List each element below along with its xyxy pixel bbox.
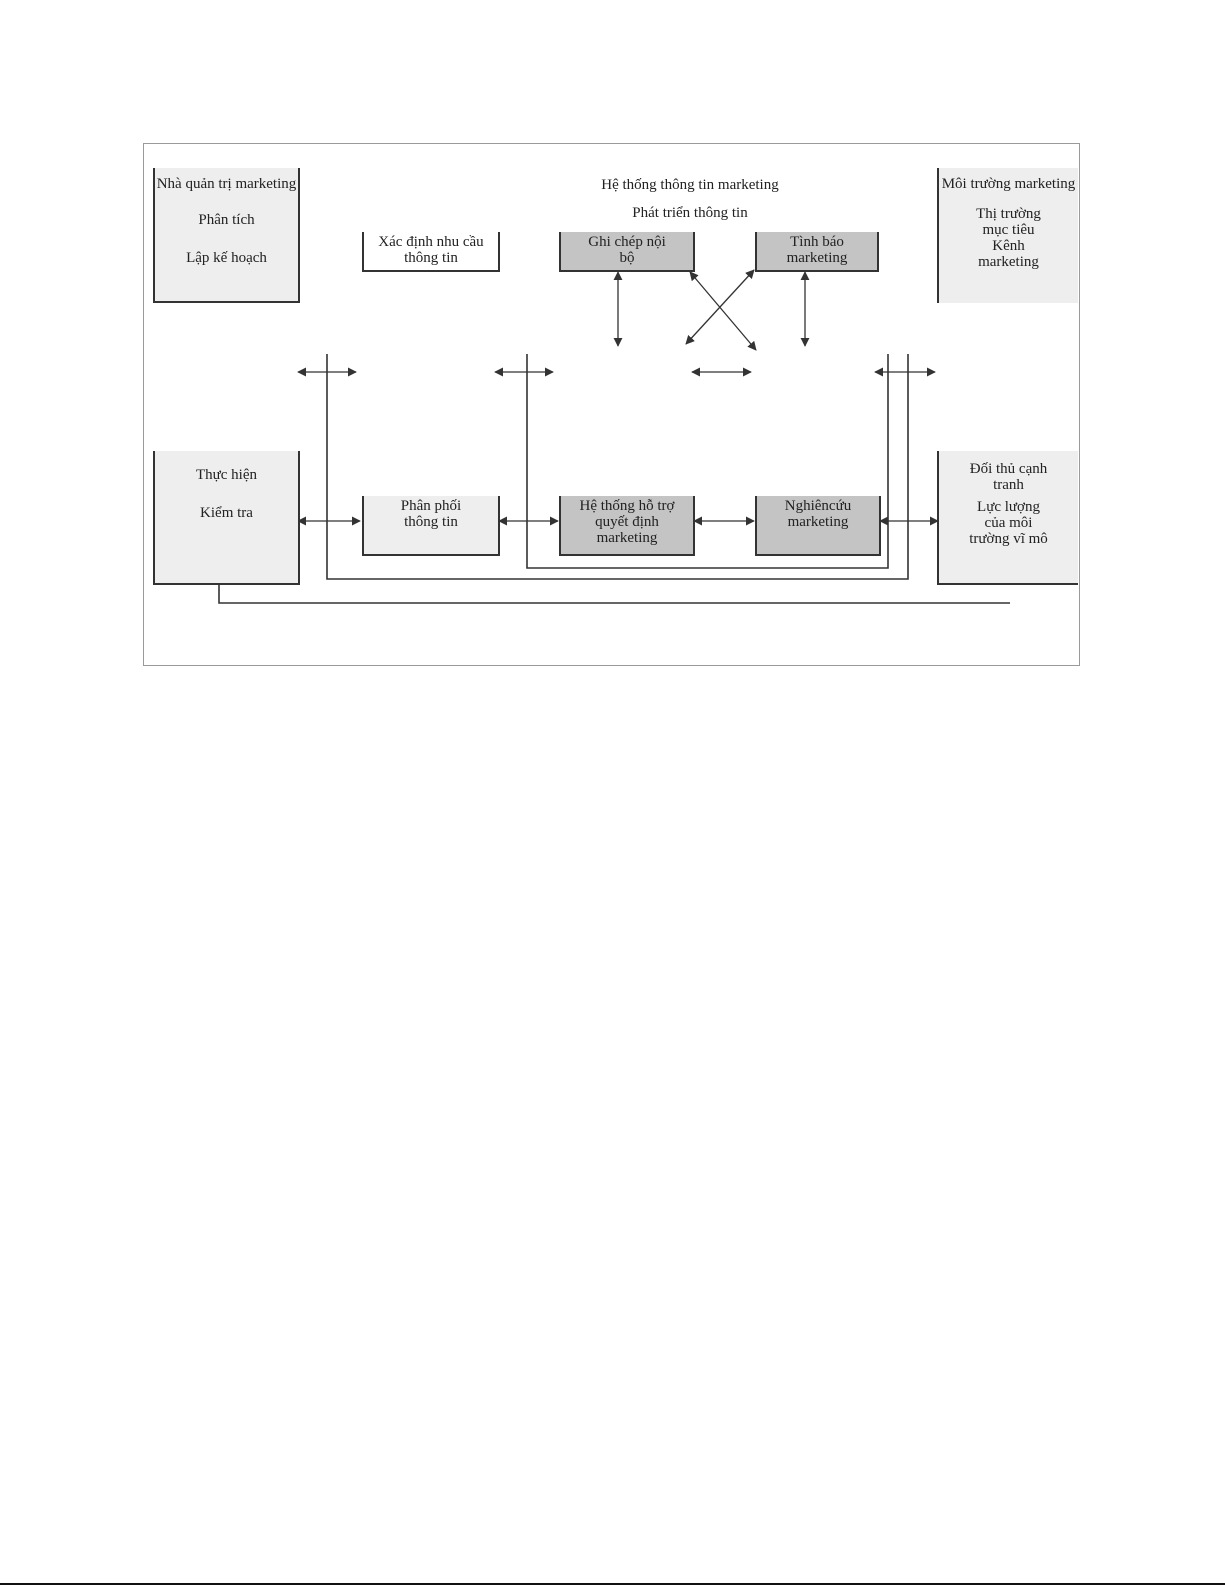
competitors-item: Đối thủ cạnh tranh: [969, 461, 1048, 493]
node-intelligence: [755, 232, 879, 272]
node-needs: [362, 232, 500, 272]
environment-box: [937, 168, 1078, 303]
actions-item: Kiểm tra: [200, 505, 253, 521]
environment-item: Thị trường mục tiêu: [976, 206, 1041, 238]
node-distribution: [362, 496, 500, 556]
node-intelligence-label: Tình báo marketing: [786, 234, 848, 266]
environment-item: Kênh marketing: [978, 238, 1039, 270]
node-research-label: Nghiêncứu marketing: [784, 498, 852, 530]
managers-item: Phân tích: [198, 212, 255, 228]
arrow-cross-2: [686, 270, 754, 344]
arrow-cross-1: [690, 272, 756, 350]
node-distribution-label: Phân phối thông tin: [400, 498, 462, 530]
node-needs-label: Xác định nhu cầu thông tin: [378, 234, 484, 266]
managers-item: Lập kế hoạch: [186, 250, 267, 266]
competitors-item: Lực lượng của môi trường vĩ mô: [969, 499, 1048, 547]
node-research: [755, 496, 881, 556]
node-decision-support-label: Hệ thống hỗ trợ quyết định marketing: [579, 498, 675, 546]
node-internal-records-label: Ghi chép nội bộ: [588, 234, 666, 266]
node-internal-records: [559, 232, 695, 272]
node-decision-support: [559, 496, 695, 556]
diagram-subtitle: Phát triển thông tin: [632, 205, 748, 221]
managers-box: [153, 168, 300, 303]
competitors-box: [937, 451, 1078, 585]
connector-lines: [0, 0, 1225, 700]
actions-box: [153, 451, 300, 585]
managers-heading: Nhà quản trị marketing: [156, 176, 297, 192]
actions-item: Thực hiện: [195, 467, 258, 483]
feedback-line: [219, 580, 1010, 603]
environment-heading: Môi trường marketing: [941, 176, 1076, 192]
diagram-title: Hệ thống thông tin marketing: [601, 177, 779, 193]
